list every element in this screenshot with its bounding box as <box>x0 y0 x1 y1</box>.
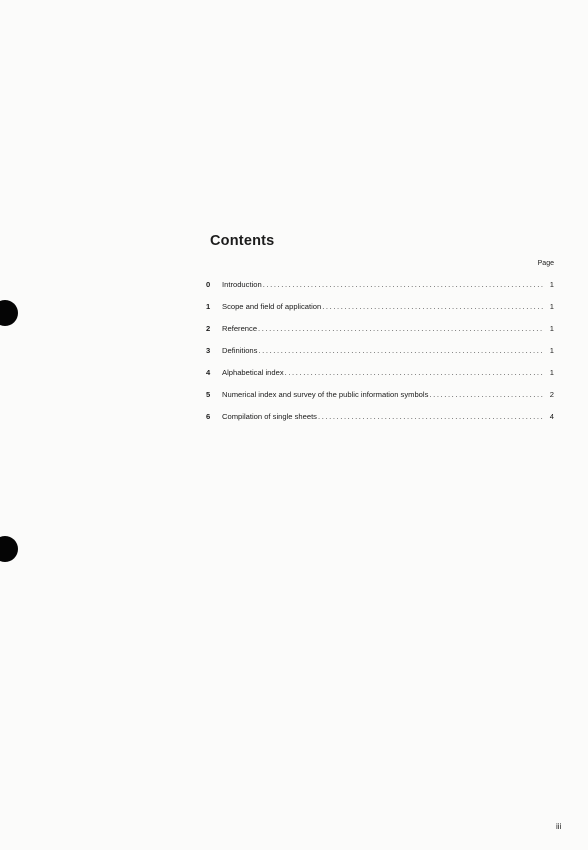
entry-title: Reference <box>222 324 258 333</box>
toc-entry[interactable] <box>206 406 554 428</box>
entry-title: Introduction <box>222 280 262 289</box>
entry-page-number: 1 <box>549 346 554 355</box>
entry-number: 4 <box>206 368 211 377</box>
toc-entry[interactable] <box>206 318 554 340</box>
entry-title: Alphabetical index <box>222 368 284 377</box>
dot-leader <box>258 318 544 340</box>
punch-hole-top <box>0 300 18 326</box>
dot-leader <box>285 362 544 384</box>
entry-page-number: 2 <box>549 390 554 399</box>
entry-page-number: 1 <box>549 302 554 311</box>
entry-page-number: 1 <box>549 368 554 377</box>
entry-page-number: 1 <box>549 280 554 289</box>
entry-number: 5 <box>206 390 211 399</box>
entry-title: Numerical index and survey of the public information symbols <box>222 390 429 399</box>
entry-number: 6 <box>206 412 211 421</box>
entry-number: 3 <box>206 346 211 355</box>
dot-leader <box>258 340 544 362</box>
toc-list <box>206 274 554 428</box>
entry-number: 2 <box>206 324 211 333</box>
dot-leader <box>318 406 544 428</box>
entry-page-number: 1 <box>549 324 554 333</box>
entry-page-number: 4 <box>549 412 554 421</box>
entry-title: Compilation of single sheets <box>222 412 317 421</box>
toc-entry[interactable] <box>206 274 554 296</box>
entry-title: Scope and field of application <box>222 302 322 311</box>
dot-leader <box>263 274 544 296</box>
page-column-header: Page <box>537 260 554 267</box>
entry-title: Definitions <box>222 346 258 355</box>
dot-leader <box>322 296 544 318</box>
toc-entry[interactable] <box>206 384 554 406</box>
table-of-contents <box>206 230 554 428</box>
page-folio: iii <box>556 822 562 831</box>
dot-leader <box>429 384 544 406</box>
contents-heading: Contents <box>210 233 275 249</box>
entry-number: 0 <box>206 280 211 289</box>
toc-entry[interactable] <box>206 340 554 362</box>
toc-entry[interactable] <box>206 296 554 318</box>
entry-number: 1 <box>206 302 211 311</box>
toc-entry[interactable] <box>206 362 554 384</box>
punch-hole-bottom <box>0 536 18 562</box>
